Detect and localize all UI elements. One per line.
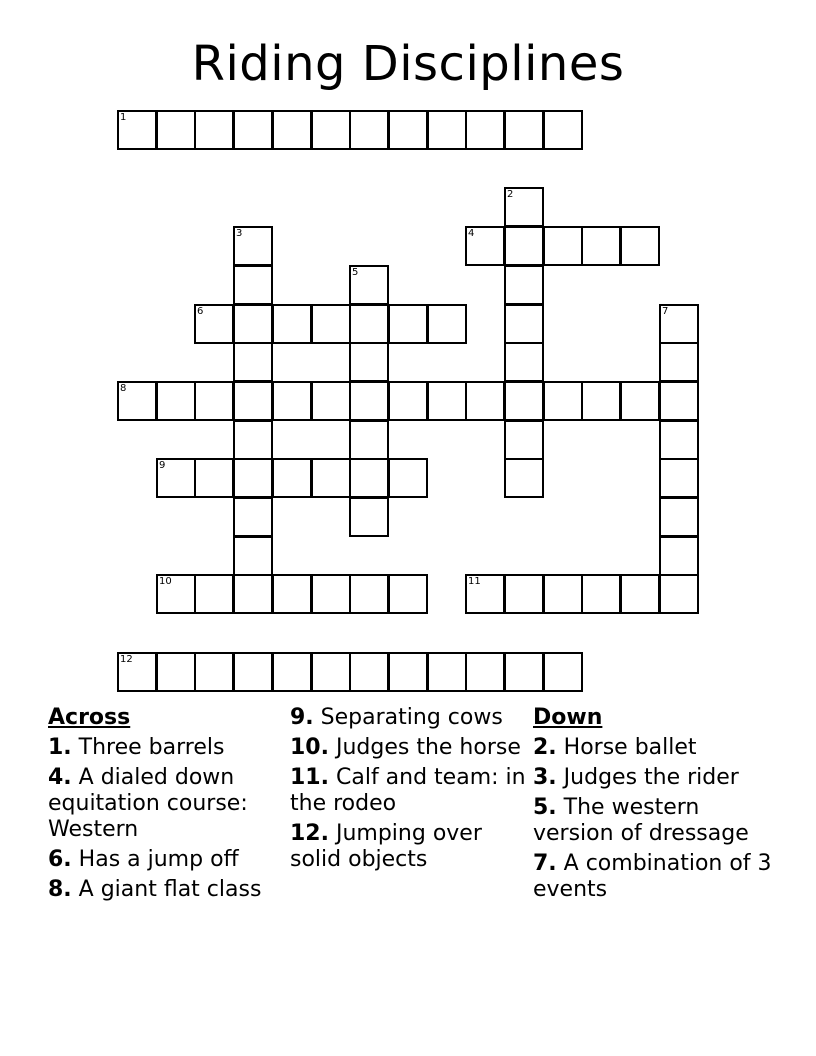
grid-cell[interactable]	[349, 652, 389, 692]
grid-cell[interactable]	[194, 458, 234, 498]
grid-cell[interactable]	[117, 110, 157, 150]
grid-cell[interactable]	[349, 381, 389, 421]
grid-cell[interactable]	[504, 381, 544, 421]
cell-number: 5	[352, 267, 359, 278]
clue-number: 12.	[290, 821, 329, 846]
grid-cell[interactable]	[156, 458, 196, 498]
grid-cell[interactable]	[659, 536, 699, 576]
clue-across-10	[290, 735, 526, 761]
grid-cell[interactable]	[233, 381, 273, 421]
grid-cell[interactable]	[659, 574, 699, 614]
grid-cell[interactable]	[233, 652, 273, 692]
grid-cell[interactable]	[620, 381, 660, 421]
grid-cell[interactable]	[233, 536, 273, 576]
grid-cell[interactable]	[504, 187, 544, 227]
grid-cell[interactable]	[659, 420, 699, 460]
grid-cell[interactable]	[504, 420, 544, 460]
grid-cell[interactable]	[272, 110, 312, 150]
grid-cell[interactable]	[581, 381, 621, 421]
grid-cell[interactable]	[233, 304, 273, 344]
grid-cell[interactable]	[233, 265, 273, 305]
clue-down-3	[533, 765, 783, 791]
down-clues-column	[533, 705, 783, 907]
grid-cell[interactable]	[581, 574, 621, 614]
clue-text: Calf and team: in the rodeo	[290, 765, 526, 816]
grid-cell[interactable]	[349, 265, 389, 305]
cell-number: 10	[159, 576, 172, 587]
cell-number: 9	[159, 460, 166, 471]
grid-cell[interactable]	[311, 304, 351, 344]
clue-text: Judges the rider	[563, 765, 739, 790]
grid-cell[interactable]	[233, 574, 273, 614]
grid-cell[interactable]	[156, 574, 196, 614]
grid-cell[interactable]	[427, 110, 467, 150]
grid-cell[interactable]	[194, 652, 234, 692]
grid-cell[interactable]	[465, 110, 505, 150]
grid-cell[interactable]	[349, 304, 389, 344]
grid-cell[interactable]	[543, 381, 583, 421]
clue-text: Horse ballet	[563, 735, 697, 760]
grid-cell[interactable]	[311, 574, 351, 614]
clue-text: A giant flat class	[78, 877, 262, 902]
grid-cell[interactable]	[465, 226, 505, 266]
cell-number: 8	[120, 383, 127, 394]
grid-cell[interactable]	[311, 652, 351, 692]
grid-cell[interactable]	[233, 497, 273, 537]
grid-cell[interactable]	[504, 265, 544, 305]
clue-number: 6.	[48, 847, 72, 872]
across-clues-column-1	[48, 705, 280, 907]
clue-across-8	[48, 877, 280, 903]
page-title: Riding Disciplines	[191, 36, 625, 92]
grid-cell[interactable]	[194, 381, 234, 421]
across-heading: Across	[48, 705, 131, 730]
clue-number: 5.	[533, 795, 557, 820]
grid-cell[interactable]	[659, 497, 699, 537]
grid-cell[interactable]	[504, 226, 544, 266]
grid-cell[interactable]	[388, 110, 428, 150]
grid-cell[interactable]	[543, 110, 583, 150]
grid-cell[interactable]	[427, 652, 467, 692]
grid-cell[interactable]	[504, 110, 544, 150]
grid-cell[interactable]	[543, 574, 583, 614]
grid-cell[interactable]	[311, 110, 351, 150]
grid-cell[interactable]	[465, 381, 505, 421]
clue-number: 11.	[290, 765, 329, 790]
grid-cell[interactable]	[543, 226, 583, 266]
clue-number: 1.	[48, 735, 72, 760]
cell-number: 7	[662, 306, 669, 317]
clue-number: 10.	[290, 735, 329, 760]
clue-number: 3.	[533, 765, 557, 790]
clue-across-9	[290, 705, 526, 731]
grid-cell[interactable]	[349, 342, 389, 382]
cell-number: 3	[236, 228, 243, 239]
grid-cell[interactable]	[272, 574, 312, 614]
clue-number: 2.	[533, 735, 557, 760]
grid-cell[interactable]	[311, 381, 351, 421]
clue-text: Three barrels	[78, 735, 225, 760]
grid-cell[interactable]	[272, 304, 312, 344]
clue-down-5	[533, 795, 783, 847]
grid-cell[interactable]	[504, 574, 544, 614]
grid-cell[interactable]	[581, 226, 621, 266]
grid-cell[interactable]	[156, 652, 196, 692]
grid-cell[interactable]	[156, 110, 196, 150]
grid-cell[interactable]	[194, 304, 234, 344]
grid-cell[interactable]	[659, 458, 699, 498]
grid-cell[interactable]	[233, 226, 273, 266]
cell-number: 11	[468, 576, 481, 587]
cell-number: 2	[507, 189, 514, 200]
clue-number: 8.	[48, 877, 72, 902]
grid-cell[interactable]	[233, 420, 273, 460]
grid-cell[interactable]	[233, 342, 273, 382]
grid-cell[interactable]	[349, 574, 389, 614]
grid-cell[interactable]	[233, 110, 273, 150]
grid-cell[interactable]	[156, 381, 196, 421]
grid-cell[interactable]	[659, 304, 699, 344]
grid-cell[interactable]	[620, 226, 660, 266]
grid-cell[interactable]	[504, 458, 544, 498]
grid-cell[interactable]	[388, 652, 428, 692]
cell-number: 6	[197, 306, 204, 317]
grid-cell[interactable]	[427, 304, 467, 344]
grid-cell[interactable]	[272, 652, 312, 692]
grid-cell[interactable]	[349, 420, 389, 460]
clue-text: The western version of dressage	[533, 795, 749, 846]
grid-cell[interactable]	[194, 574, 234, 614]
clue-text: A combination of 3 events	[533, 851, 772, 902]
grid-cell[interactable]	[620, 574, 660, 614]
grid-cell[interactable]	[349, 497, 389, 537]
across-clues-column-2	[290, 705, 526, 877]
grid-cell[interactable]	[388, 381, 428, 421]
clue-down-7	[533, 851, 783, 903]
grid-cell[interactable]	[659, 342, 699, 382]
grid-cell[interactable]	[117, 652, 157, 692]
grid-cell[interactable]	[233, 458, 273, 498]
cell-number: 12	[120, 654, 133, 665]
cell-number: 1	[120, 112, 127, 123]
clue-number: 7.	[533, 851, 557, 876]
grid-cell[interactable]	[194, 110, 234, 150]
clue-down-2	[533, 735, 783, 761]
grid-cell[interactable]	[427, 381, 467, 421]
grid-cell[interactable]	[388, 574, 428, 614]
clue-across-6	[48, 847, 280, 873]
clue-across-11	[290, 765, 526, 817]
grid-cell[interactable]	[388, 304, 428, 344]
clue-across-4	[48, 765, 280, 843]
grid-cell[interactable]	[311, 458, 351, 498]
clue-text: Separating cows	[320, 705, 503, 730]
clue-across-1	[48, 735, 280, 761]
grid-cell[interactable]	[504, 652, 544, 692]
grid-cell[interactable]	[543, 652, 583, 692]
clue-across-12	[290, 821, 526, 873]
cell-number: 4	[468, 228, 475, 239]
grid-cell[interactable]	[659, 381, 699, 421]
grid-cell[interactable]	[272, 381, 312, 421]
grid-cell[interactable]	[349, 110, 389, 150]
grid-cell[interactable]	[504, 342, 544, 382]
grid-cell[interactable]	[465, 574, 505, 614]
clue-number: 4.	[48, 765, 72, 790]
clue-text: Has a jump off	[78, 847, 239, 872]
grid-cell[interactable]	[349, 458, 389, 498]
grid-cell[interactable]	[388, 458, 428, 498]
grid-cell[interactable]	[272, 458, 312, 498]
grid-cell[interactable]	[465, 652, 505, 692]
clue-text: Jumping over solid objects	[290, 821, 482, 872]
clue-text: A dialed down equitation course: Western	[48, 765, 248, 842]
grid-cell[interactable]	[504, 304, 544, 344]
down-heading: Down	[533, 705, 603, 730]
grid-cell[interactable]	[117, 381, 157, 421]
clue-text: Judges the horse	[335, 735, 521, 760]
clue-number: 9.	[290, 705, 314, 730]
